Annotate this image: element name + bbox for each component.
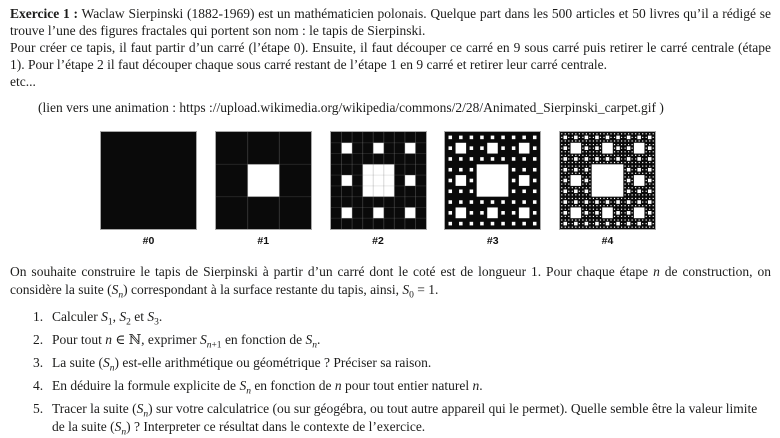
sierpinski-carpet-image [215,131,312,230]
sierpinski-carpet-image [100,131,197,230]
question-number: 4. [33,378,44,393]
figure-label: #2 [372,235,384,247]
problem-setup-paragraph: On souhaite construire le tapis de Sierpinski à partir d’un carré dont le coté est de longueur 1. Pour chaque étape n de construction, on considère la suite $(S_n)$ correspondant à la surface restante du tapis, ainsi, $S_0 = 1$. [10,264,771,301]
sierpinski-figure [444,131,541,247]
question-number: 1. [33,309,44,324]
question-text: En déduire la formule explicite de $S_n$ en fonction de n pour tout entier naturel n. [52,378,483,397]
construction-steps-paragraph: Pour créer ce tapis, il faut partir d’un carré (l’étape 0). Ensuite, il faut découper ce carré en 9 sous carré puis retirer le carré centrale (étape 1). Pour l’étape 2 il faut découper chaque sous carré restant de l’étape 1 en 9 carré et retirer leur carré centrale. [10,40,771,72]
sierpinski-carpet-image [559,131,656,230]
question-number: 5. [33,401,44,416]
question-number: 2. [33,332,44,347]
question-text: La suite $(S_n)$ est-elle arithmétique ou géométrique ? Préciser sa raison. [52,355,432,374]
animation-link-text: (lien vers une animation : https ://upload.wikimedia.org/wikipedia/commons/2/28/Animated_Sierpinski_carpet.gif ) [38,100,664,115]
question-number: 3. [33,355,44,370]
question-item [33,331,771,349]
question-text: Pour tout n ∈ ℕ, exprimer $S_{n+1}$ en fonction de $S_n$. [52,332,321,351]
question-text: Tracer la suite $(S_n)$ sur votre calculatrice (ou sur géogébra, ou tout autre appareil qui le permet). Quelle semble être la valeur limite de la suite $(S_n)$ ? Interpreter ce résultat dans le contexte de l’exercice. [52,401,758,438]
etc-line: etc... [10,74,36,89]
question-item [33,377,771,395]
question-item [33,308,771,326]
figure-label: #1 [257,235,270,247]
exercise-intro-paragraph: Exercice 1 : Waclaw Sierpinski (1882-1969) est un mathématicien polonais. Quelque part dans les 500 articles et 50 livres qu’il a rédigé se trouve l’une des figures fractales qui portent son nom : le tapis de Sierpinski. [10,6,772,38]
question-text: Calculer $S_1$, $S_2$ et $S_3$. [52,309,163,328]
sierpinski-carpet-image [444,131,541,230]
figure-label: #0 [142,235,155,247]
carpet-figures-row [100,131,656,247]
figure-label: #4 [601,235,614,247]
question-item [33,400,771,436]
question-item [33,354,771,372]
sierpinski-figure [330,131,427,247]
sierpinski-figure [100,131,197,247]
sierpinski-figure [215,131,312,247]
figure-label: #3 [486,235,499,247]
questions-list [10,308,771,436]
sierpinski-figure [559,131,656,247]
sierpinski-carpet-image [330,131,427,230]
